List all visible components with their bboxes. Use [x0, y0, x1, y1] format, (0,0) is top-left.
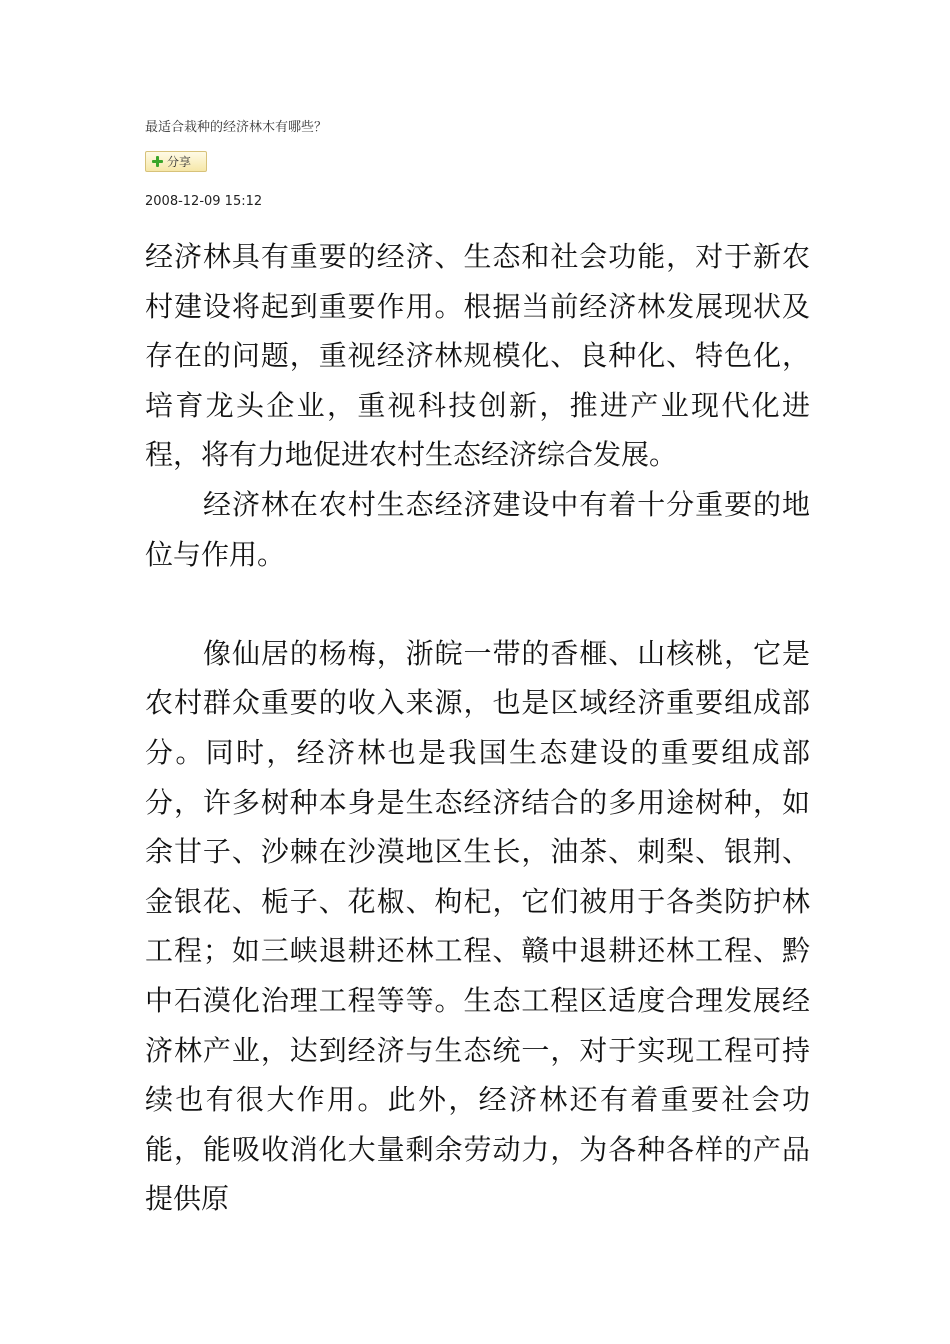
paragraph-examples: 像仙居的杨梅，浙皖一带的香榧、山核桃，它是农村群众重要的收入来源，也是区域经济重要组成部分。同时，经济林也是我国生态建设的重要组成部分，许多树种本身是生态经济结合的多用途树种，如余甘子、沙棘在沙漠地区生长，油茶、刺梨、银荆、金银花、栀子、花椒、枸杞，它们被用于各类防护林工程；如三峡退耕还林工程、赣中退耕还林工程、黔中石漠化治理工程等等。生态工程区适度合理发展经济林产业，达到经济与生态统一，对于实现工程可持续也有很大作用。此外，经济林还有着重要社会功能，能吸收消化大量剩余劳动力，为各种各样的产品提供原: [145, 636, 810, 1216]
paragraph-spacer: [145, 579, 810, 629]
plus-icon: [152, 156, 163, 167]
post-timestamp: 2008-12-09 15:12: [145, 194, 263, 209]
share-button[interactable]: [145, 151, 207, 172]
share-button-label: 分享: [167, 154, 192, 169]
paragraph-role: 经济林在农村生态经济建设中有着十分重要的地位与作用。: [145, 487, 810, 571]
article-title: 最适合栽种的经济林木有哪些？: [145, 120, 328, 135]
paragraph-intro: 经济林具有重要的经济、生态和社会功能，对于新农村建设将起到重要作用。根据当前经济林发展现状及存在的问题，重视经济林规模化、良种化、特色化，培育龙头企业，重视科技创新，推进产业现代化进程，将有力地促进农村生态经济综合发展。: [145, 240, 810, 472]
article-body: [145, 232, 810, 1224]
